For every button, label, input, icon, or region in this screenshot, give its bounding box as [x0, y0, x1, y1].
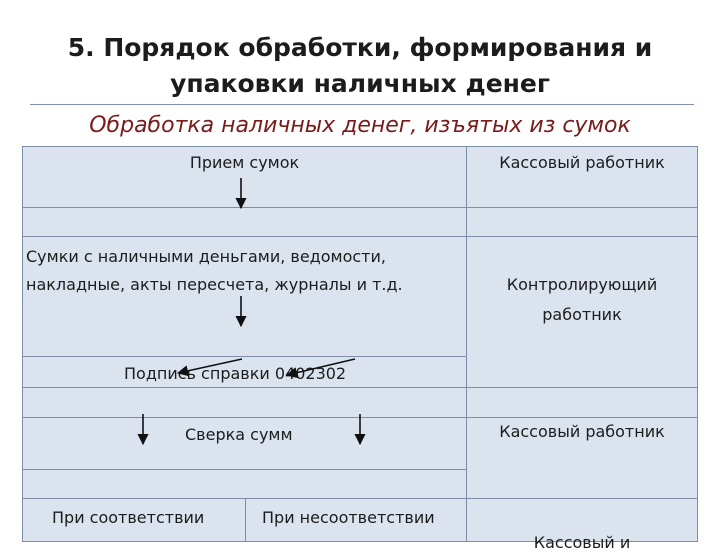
text-kontrol-line-2: работник	[542, 305, 622, 324]
text-sumki-line-1: Сумки с наличными деньгами, ведомости,	[26, 247, 386, 266]
text-kontrol-line-1: Контролирующий	[506, 275, 658, 294]
text-kassovyi-2: Кассовый работник	[499, 422, 665, 441]
text-pri-nesootv: При несоответствии	[262, 508, 435, 527]
text-pri-sootv: При соответствии	[52, 508, 205, 527]
text-podpis: Подпись справки 0402302	[124, 364, 347, 383]
title-line-2: упаковки наличных денег	[170, 69, 550, 98]
text-priem: Прием сумок	[189, 153, 300, 172]
subtitle: Обработка наличных денег, изъятых из сумок	[89, 113, 631, 138]
text-kassovyi-1: Кассовый работник	[499, 153, 665, 172]
arrow-diag-left	[178, 359, 242, 373]
title-line-1: 5. Порядок обработки, формирования и	[67, 33, 653, 62]
text-sumki-line-2: накладные, акты пересчета, журналы и т.д.	[26, 275, 403, 294]
text-sverka: Сверка сумм	[185, 425, 293, 444]
arrow-diag-right	[287, 359, 355, 375]
text-kassovyi-i: Кассовый и	[533, 533, 631, 552]
